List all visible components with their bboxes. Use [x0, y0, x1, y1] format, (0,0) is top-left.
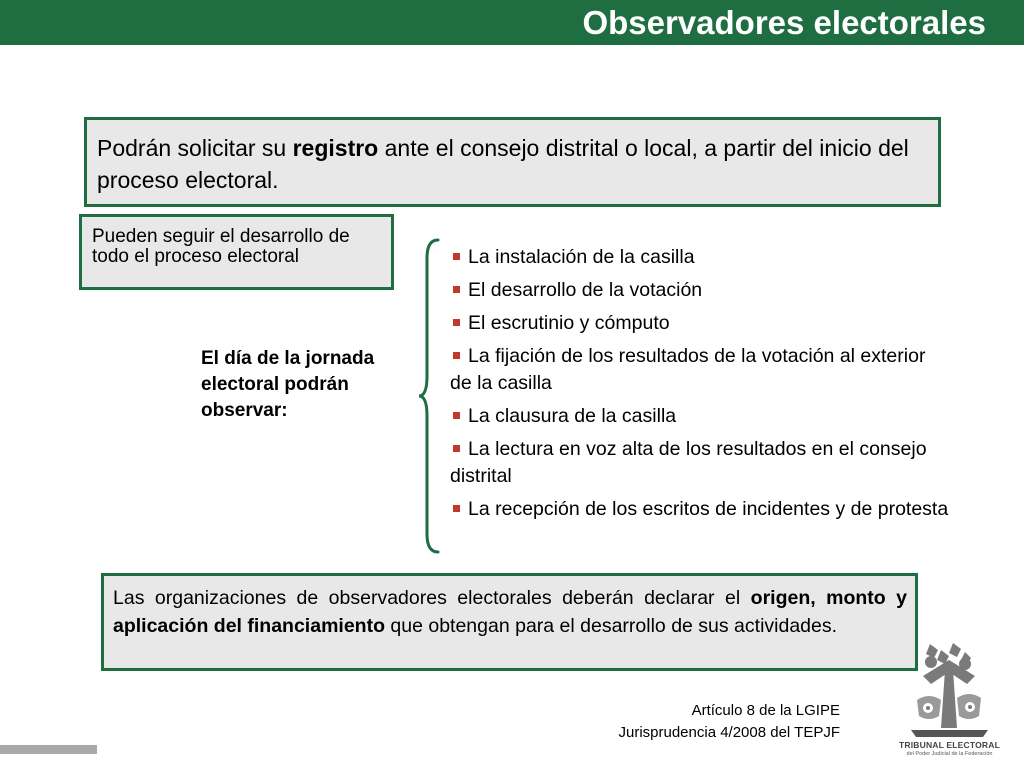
reference-jurisprudencia: Jurisprudencia 4/2008 del TEPJF — [618, 724, 840, 741]
registro-text-bold: registro — [292, 135, 379, 161]
financiamiento-text-bold: origen, monto y aplicación del financiamiento — [113, 587, 907, 637]
list-item-text: La recepción de los escritos de incidentes y de protesta — [468, 498, 949, 520]
list-item-text: La fijación de los resultados de la votación al exterior de la casilla — [450, 345, 926, 394]
list-item — [450, 310, 950, 337]
tribunal-electoral-logo — [897, 640, 1002, 760]
financiamiento-text-before: Las organizaciones de observadores electorales deberán declarar el — [113, 587, 751, 609]
footer-bar — [0, 745, 97, 754]
square-bullet-icon — [453, 253, 460, 260]
header-bar — [0, 0, 1024, 45]
observation-list — [450, 244, 950, 529]
jornada-label: El día de la jornada electoral podrán observar: — [201, 348, 375, 421]
seguir-proceso-text: Pueden seguir el desarrollo de todo el proceso electoral — [92, 226, 350, 267]
list-item — [450, 403, 950, 430]
financiamiento-box — [101, 573, 918, 671]
seguir-proceso-box — [79, 214, 394, 290]
square-bullet-icon — [453, 352, 460, 359]
square-bullet-icon — [453, 286, 460, 293]
slide-title: Observadores electorales — [582, 4, 986, 41]
registro-box — [84, 117, 941, 207]
list-item — [450, 277, 950, 304]
list-item-text: La instalación de la casilla — [468, 246, 695, 268]
list-item — [450, 436, 950, 490]
list-item-text: La clausura de la casilla — [468, 405, 677, 427]
tribunal-seal-icon — [897, 640, 1002, 740]
list-item-text: El escrutinio y cómputo — [468, 312, 670, 334]
logo-title: TRIBUNAL ELECTORAL — [898, 740, 1001, 750]
registro-text-before: Podrán solicitar su — [97, 135, 293, 161]
logo-subtitle: del Poder Judicial de la Federación — [906, 751, 993, 757]
list-item-text: La lectura en voz alta de los resultados en el consejo distrital — [450, 438, 927, 487]
square-bullet-icon — [453, 319, 460, 326]
list-item — [450, 496, 950, 523]
square-bullet-icon — [453, 445, 460, 452]
curly-brace — [418, 238, 440, 554]
financiamiento-text-after: que obtengan para el desarrollo de sus actividades. — [384, 615, 838, 637]
square-bullet-icon — [453, 412, 460, 419]
registro-text-after: ante el consejo distrital o local, a partir del inicio del proceso electoral. — [97, 135, 909, 193]
square-bullet-icon — [453, 505, 460, 512]
list-item — [450, 343, 950, 397]
references — [618, 700, 840, 744]
list-item-text: El desarrollo de la votación — [468, 279, 703, 301]
reference-lgipe: Artículo 8 de la LGIPE — [691, 702, 840, 719]
list-item — [450, 244, 950, 271]
